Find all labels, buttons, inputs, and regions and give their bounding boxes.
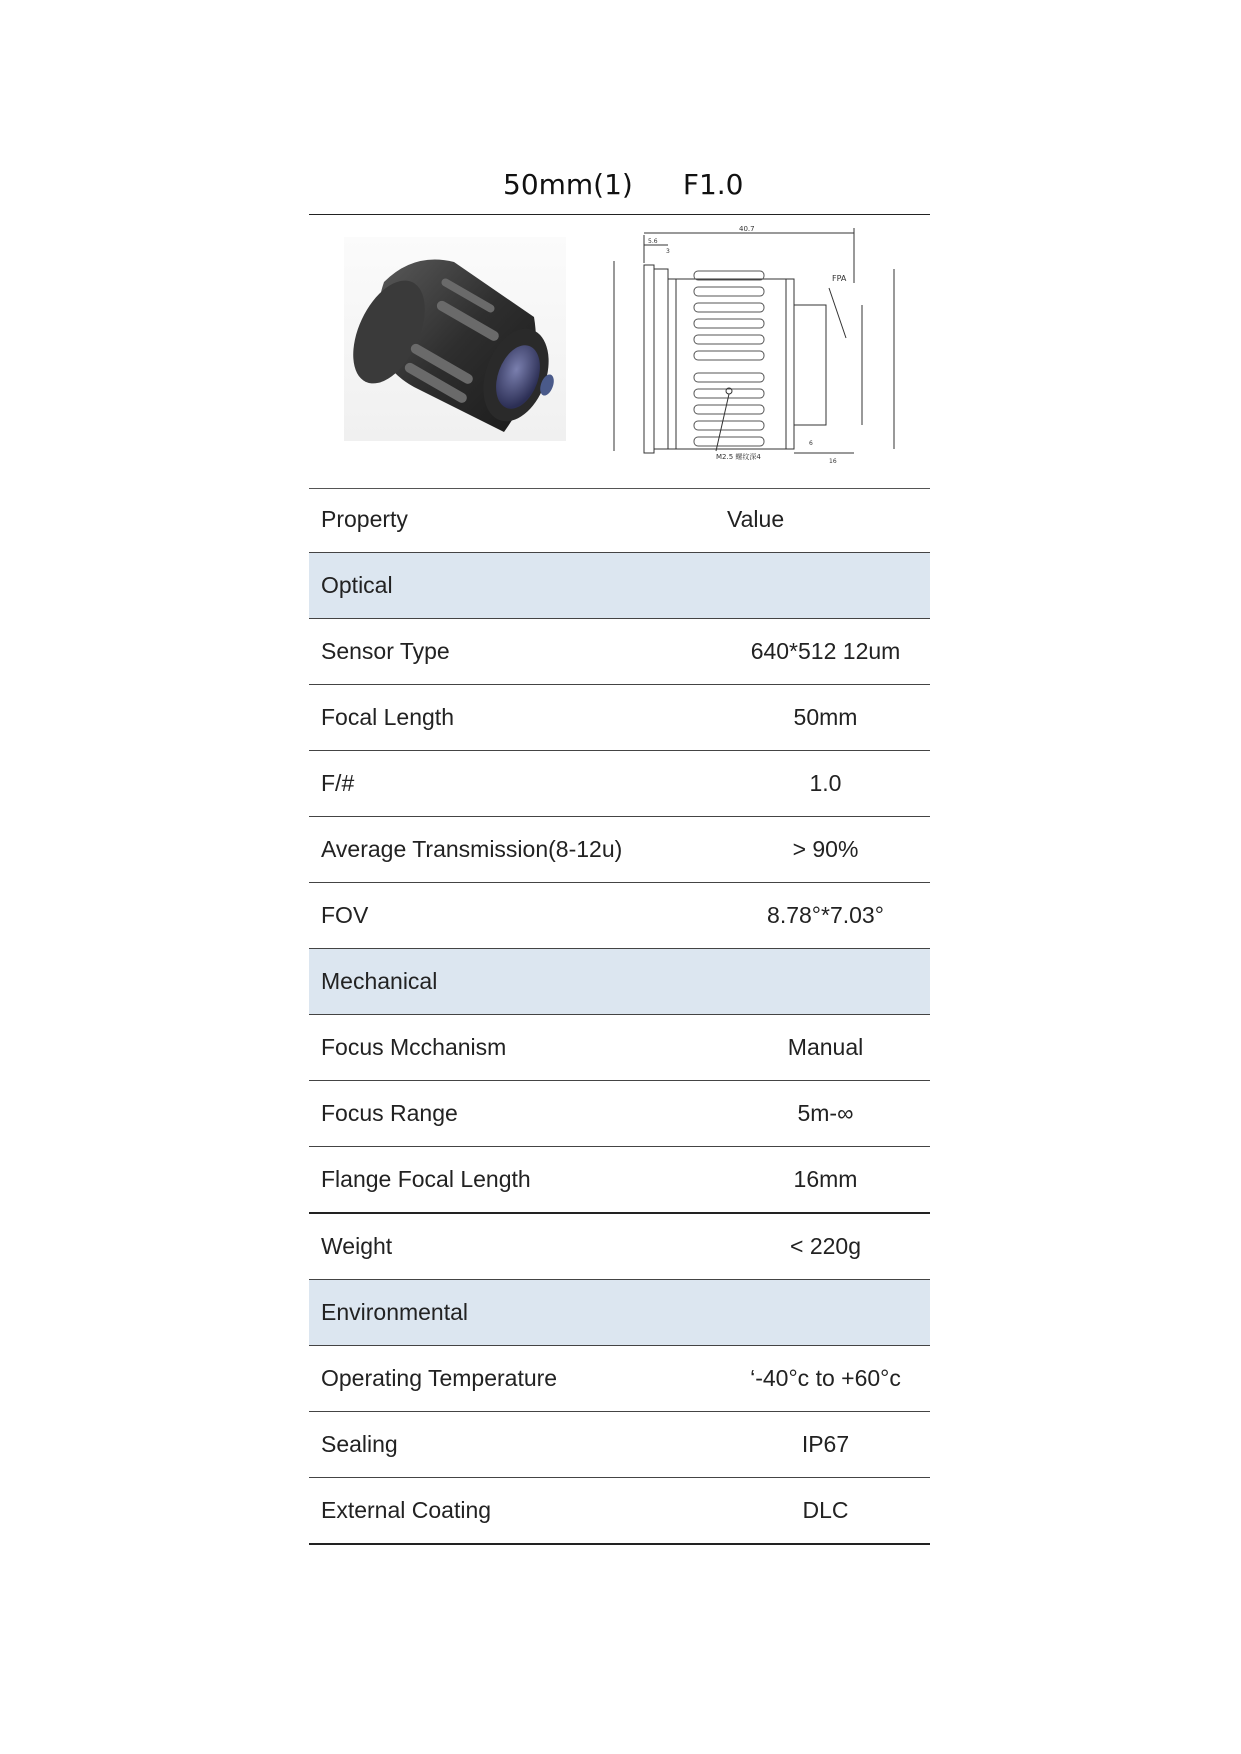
dim-3: 3 bbox=[666, 248, 670, 255]
header-property: Property bbox=[309, 487, 721, 553]
row-value: 8.78°*7.03° bbox=[721, 883, 930, 949]
table-row bbox=[309, 883, 930, 949]
table-row bbox=[309, 1412, 930, 1478]
table-row bbox=[309, 1213, 930, 1280]
row-property: Focus Range bbox=[309, 1081, 721, 1147]
row-property: Sensor Type bbox=[309, 619, 721, 685]
dim-thread: M2.5 螺纹深4 bbox=[716, 453, 761, 461]
row-property: Focus Mcchanism bbox=[309, 1015, 721, 1081]
row-property: Weight bbox=[309, 1213, 721, 1280]
row-value: > 90% bbox=[721, 817, 930, 883]
row-value: 16mm bbox=[721, 1147, 930, 1214]
lens-figure-row bbox=[309, 214, 930, 489]
title-aperture: F1.0 bbox=[682, 167, 744, 201]
dim-6: 6 bbox=[809, 440, 813, 447]
dim-5-6: 5.6 bbox=[648, 238, 658, 245]
spec-table bbox=[309, 487, 930, 1545]
header-value: Value bbox=[721, 487, 930, 553]
dim-fpa: FPA bbox=[832, 274, 847, 283]
table-row bbox=[309, 619, 930, 685]
row-value: ‘-40°c to +60°c bbox=[721, 1346, 930, 1412]
table-row bbox=[309, 685, 930, 751]
table-row bbox=[309, 1015, 930, 1081]
row-property: F/# bbox=[309, 751, 721, 817]
table-row bbox=[309, 1147, 930, 1214]
row-property: Focal Length bbox=[309, 685, 721, 751]
table-row bbox=[309, 1081, 930, 1147]
section-row-optical bbox=[309, 553, 930, 619]
row-value: IP67 bbox=[721, 1412, 930, 1478]
row-value: < 220g bbox=[721, 1213, 930, 1280]
section-label: Mechanical bbox=[309, 949, 930, 1015]
section-row-environmental bbox=[309, 1280, 930, 1346]
row-value: 5m-∞ bbox=[721, 1081, 930, 1147]
table-row bbox=[309, 1346, 930, 1412]
row-value: Manual bbox=[721, 1015, 930, 1081]
row-property: Flange Focal Length bbox=[309, 1147, 721, 1214]
section-label: Optical bbox=[309, 553, 930, 619]
table-row bbox=[309, 751, 930, 817]
section-label: Environmental bbox=[309, 1280, 930, 1346]
dim-length: 40.7 bbox=[739, 225, 755, 233]
table-row bbox=[309, 817, 930, 883]
page-title bbox=[503, 162, 743, 206]
table-header-row bbox=[309, 487, 930, 553]
table-row bbox=[309, 1478, 930, 1545]
row-property: Operating Temperature bbox=[309, 1346, 721, 1412]
row-property: Sealing bbox=[309, 1412, 721, 1478]
section-row-mechanical bbox=[309, 949, 930, 1015]
row-property: External Coating bbox=[309, 1478, 721, 1545]
row-property: Average Transmission(8-12u) bbox=[309, 817, 721, 883]
row-property: FOV bbox=[309, 883, 721, 949]
title-model: 50mm(1) bbox=[503, 167, 633, 201]
row-value: DLC bbox=[721, 1478, 930, 1545]
dimension-drawing bbox=[604, 223, 924, 485]
row-value: 640*512 12um bbox=[721, 619, 930, 685]
dim-16: 16 bbox=[829, 458, 837, 465]
lens-render-image bbox=[344, 237, 566, 441]
row-value: 50mm bbox=[721, 685, 930, 751]
row-value: 1.0 bbox=[721, 751, 930, 817]
